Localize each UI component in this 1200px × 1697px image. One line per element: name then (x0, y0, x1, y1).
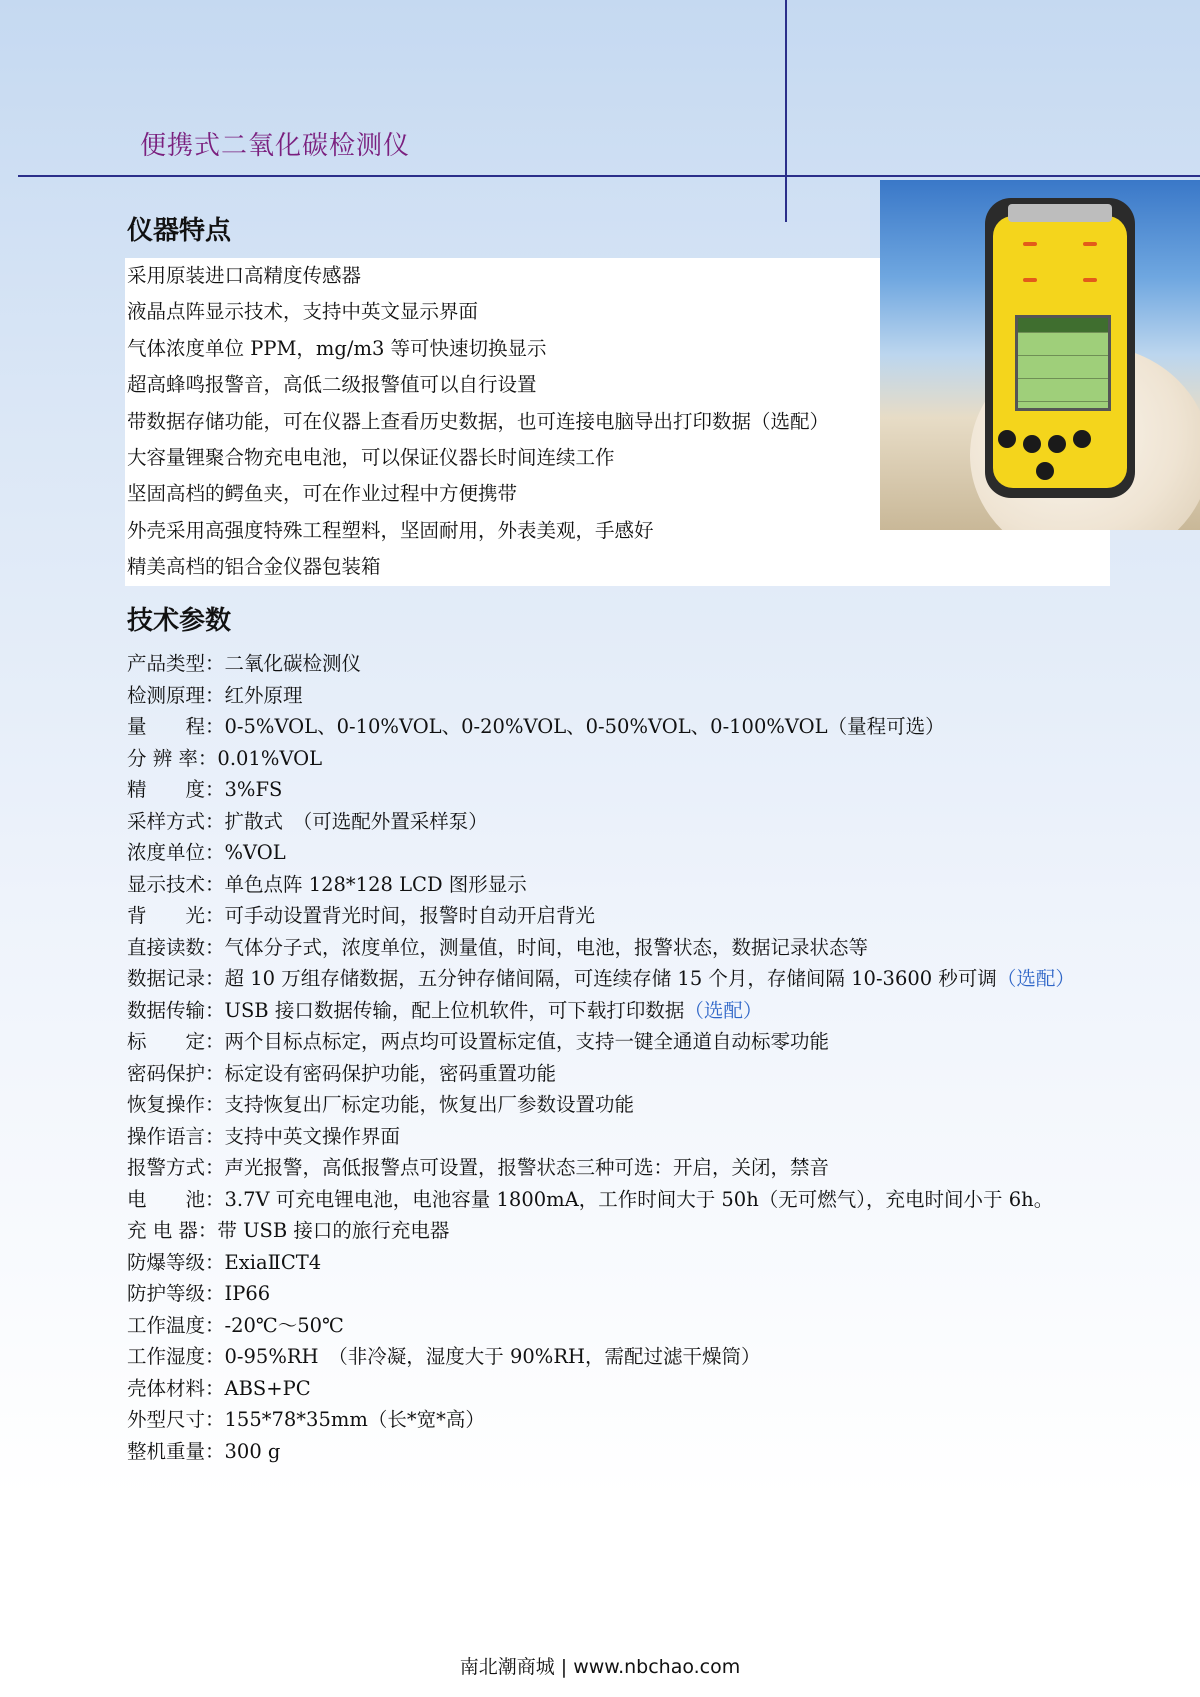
speaker-slot-icon (1023, 242, 1037, 246)
feature-item: 精美高档的铝合金仪器包装箱 (127, 555, 381, 579)
spec-label: 数据记录： (127, 967, 225, 990)
spec-row (127, 1026, 1187, 1058)
spec-label: 恢复操作： (127, 1093, 225, 1116)
detector-button-icon (1023, 435, 1041, 453)
spec-value: %VOL (224, 841, 286, 864)
detector-sensor-cap (1008, 204, 1112, 222)
footer-site-link[interactable]: 南北潮商城 | www.nbchao.com (459, 1656, 741, 1678)
spec-label: 报警方式： (127, 1156, 225, 1179)
features-heading: 仪器特点 (127, 216, 232, 246)
spec-optional-tag: （选配） (996, 967, 1075, 990)
detector-button-icon (1048, 435, 1066, 453)
feature-item: 带数据存储功能，可在仪器上查看历史数据，也可连接电脑导出打印数据（选配） (127, 409, 830, 433)
spec-value: 可手动设置背光时间，报警时自动开启背光 (224, 904, 596, 927)
document-title: 便携式二氧化碳检测仪 (140, 131, 411, 161)
spec-value: ExiaⅡCT4 (224, 1250, 322, 1274)
spec-row (127, 1373, 1187, 1405)
spec-value: ABS+PC (224, 1376, 311, 1400)
spec-row (127, 837, 1187, 869)
spec-row (127, 1247, 1187, 1279)
spec-label: 防护等级： (127, 1282, 225, 1305)
spec-label: 背 光： (127, 904, 225, 927)
spec-row (127, 1089, 1187, 1121)
spec-row (127, 1404, 1187, 1436)
spec-label: 标 定： (127, 1030, 225, 1053)
spec-value: 两个目标点标定，两点均可设置标定值，支持一键全通道自动标零功能 (224, 1030, 830, 1053)
spec-row (127, 806, 1187, 838)
spec-label: 显示技术： (127, 872, 225, 896)
spec-label: 充 电 器： (127, 1219, 218, 1242)
spec-row (127, 680, 1187, 712)
speaker-slot-icon (1023, 278, 1037, 282)
spec-label: 外型尺寸： (127, 1408, 225, 1431)
feature-item: 大容量锂聚合物充电电池，可以保证仪器长时间连续工作 (127, 445, 615, 469)
feature-item: 外壳采用高强度特殊工程塑料，坚固耐用，外表美观，手感好 (127, 518, 654, 542)
spec-value: 二氧化碳检测仪 (224, 652, 362, 675)
spec-label: 数据传输： (127, 998, 225, 1022)
spec-row (127, 1278, 1187, 1310)
detector-button-icon (1036, 462, 1054, 480)
spec-value: 3.7V 可充电锂电池，电池容量 1800mA，工作时间大于 50h（无可燃气），充电时间小于 6h。 (224, 1187, 1054, 1211)
spec-value: 支持恢复出厂标定功能，恢复出厂参数设置功能 (224, 1093, 635, 1116)
speaker-slot-icon (1083, 242, 1097, 246)
product-photo (880, 180, 1200, 530)
spec-value: 0-5%VOL、0-10%VOL、0-20%VOL、0-50%VOL、0-100%VOL（量程可选） (224, 715, 945, 738)
spec-label: 浓度单位： (127, 841, 225, 864)
spec-row (127, 900, 1187, 932)
spec-label: 产品类型： (127, 652, 225, 675)
spec-value: 155*78*35mm（长*宽*高） (224, 1408, 485, 1431)
spec-row (127, 1058, 1187, 1090)
spec-value: 3%FS (224, 778, 283, 801)
spec-value: 红外原理 (224, 683, 303, 707)
spec-row (127, 1152, 1187, 1184)
spec-value: 单色点阵 128*128 LCD 图形显示 (224, 872, 527, 896)
spec-row (127, 869, 1187, 901)
spec-row (127, 711, 1187, 743)
spec-value: -20℃～50℃ (224, 1313, 344, 1337)
spec-row (127, 648, 1187, 680)
detector-lcd-screen (1015, 315, 1111, 411)
spec-value: 0-95%RH （非冷凝，湿度大于 90%RH，需配过滤干燥筒） (224, 1345, 761, 1368)
spec-row (127, 1310, 1187, 1342)
spec-label: 防爆等级： (127, 1250, 225, 1274)
spec-row (127, 1341, 1187, 1373)
spec-value: 声光报警，高低报警点可设置，报警状态三种可选：开启，关闭，禁音 (224, 1156, 830, 1179)
spec-row (127, 995, 1187, 1027)
spec-label: 操作语言： (127, 1124, 225, 1148)
spec-label: 密码保护： (127, 1061, 225, 1085)
spec-label: 量 程： (127, 715, 225, 738)
speaker-slot-icon (1083, 278, 1097, 282)
spec-optional-tag: （选配） (684, 998, 763, 1022)
spec-value: 标定设有密码保护功能，密码重置功能 (224, 1061, 557, 1085)
spec-label: 分 辨 率： (127, 746, 218, 770)
spec-row (127, 1184, 1187, 1216)
spec-label: 精 度： (127, 778, 225, 801)
spec-row (127, 963, 1187, 995)
feature-item: 气体浓度单位 PPM，mg/m3 等可快速切换显示 (127, 336, 547, 360)
feature-item: 采用原装进口高精度传感器 (127, 264, 362, 287)
spec-value: USB 接口数据传输，配上位机软件，可下载打印数据 (224, 998, 685, 1022)
spec-value: 带 USB 接口的旅行充电器 (217, 1219, 450, 1242)
feature-item: 超高蜂鸣报警音，高低二级报警值可以自行设置 (127, 373, 537, 397)
spec-label: 工作温度： (127, 1313, 225, 1337)
spec-row (127, 1215, 1187, 1247)
spec-row (127, 932, 1187, 964)
spec-value: 300 g (224, 1439, 281, 1463)
spec-value: 气体分子式，浓度单位，测量值，时间，电池，报警状态，数据记录状态等 (224, 935, 869, 959)
spec-value: IP66 (224, 1282, 271, 1305)
spec-label: 采样方式： (127, 809, 225, 833)
spec-value: 支持中英文操作界面 (224, 1124, 401, 1148)
feature-item: 液晶点阵显示技术，支持中英文显示界面 (127, 300, 479, 324)
spec-label: 电 池： (127, 1187, 225, 1211)
specs-list (127, 648, 1187, 1467)
spec-value: 0.01%VOL (217, 746, 323, 770)
spec-row (127, 774, 1187, 806)
detector-button-icon (1073, 430, 1091, 448)
spec-label: 工作湿度： (127, 1345, 225, 1368)
spec-label: 整机重量： (127, 1439, 225, 1463)
spec-row (127, 1121, 1187, 1153)
spec-value: 扩散式 （可选配外置采样泵） (224, 809, 488, 833)
header-horizontal-rule (18, 175, 1200, 177)
spec-label: 直接读数： (127, 935, 225, 959)
spec-label: 检测原理： (127, 683, 225, 707)
spec-label: 壳体材料： (127, 1376, 225, 1400)
header-vertical-rule (785, 0, 787, 222)
detector-button-icon (998, 430, 1016, 448)
spec-row (127, 743, 1187, 775)
feature-item: 坚固高档的鳄鱼夹，可在作业过程中方便携带 (127, 482, 518, 506)
spec-value: 超 10 万组存储数据，五分钟存储间隔，可连续存储 15 个月，存储间隔 10-3600 秒可调 (224, 967, 997, 990)
specs-heading: 技术参数 (127, 606, 232, 636)
spec-row (127, 1436, 1187, 1468)
